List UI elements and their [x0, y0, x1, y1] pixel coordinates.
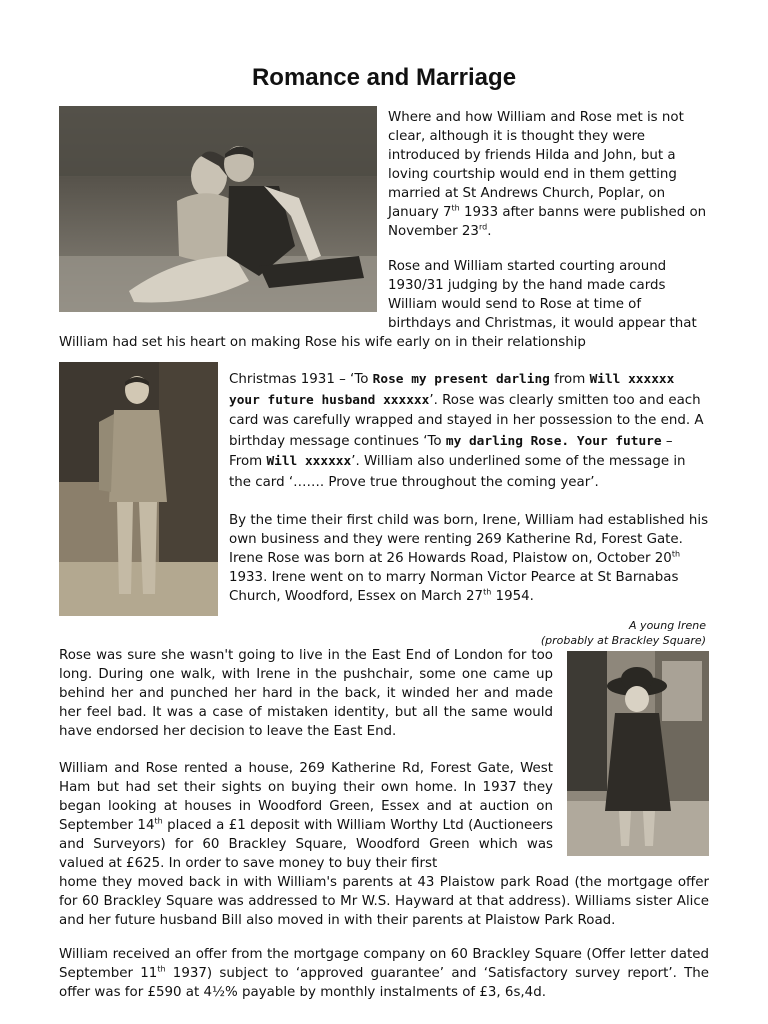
mortgage-text-2: 1937) subject to ‘approved guarantee’ and ‘Satisfactory survey report’. The offer was for £590 at 4½% payable by monthly instalments of £3, 6s,4d.: [59, 966, 710, 1000]
house-text-2: placed a £1 deposit with William Worthy Ltd (Auctioneers and Surveyors) for 60 Brackley Square, Woodford Green which was valued at £625. In order to save money to buy their first: [59, 818, 554, 871]
first-child-text-1: By the time their first child was born, Irene, William had established his own business and they were renting 269 Katherine Rd, Forest Gate. Irene Rose was born at 26 Howards Road, Plaistow on, October 20: [229, 513, 709, 566]
superscript: rd: [478, 222, 488, 232]
cards-text-3: ’. Rose was clearly smitten too and each card was carefully wrapped and stayed in her possession to the end. A birthday message continues ‘To: [229, 392, 704, 449]
william-photo: [59, 362, 218, 616]
paragraph-east-end: Rose was sure she wasn't going to live in the East End of London for too long. During one walk, with Irene in the pushchair, some one came up behind her and punched her hard in the back, it winded her and made her feel bad. It was a case of mistaken identity, but all the same would have endorsed her decision to leave the East End.: [59, 648, 553, 739]
cards-bold-1: Rose my present darling: [372, 372, 550, 387]
paragraph-first-child: [229, 511, 711, 606]
cards-bold-3: my darling Rose. Your future: [445, 433, 662, 449]
paragraph-house-bottom: home they moved back in with William's parents at 43 Plaistow park Road (the mortgage offer for 60 Brackley Square was addressed to Mr W.S. Hayward at that address). Williams sister Alice and her future husband Bill also moved in with their parents at Plaistow Park Road.: [59, 875, 709, 928]
paragraph-meeting: [388, 108, 708, 241]
paragraph-meeting-text: Where and how William and Rose met is not clear, although it is thought they were introduced by friends Hilda and John, but a loving courtship would end in them getting married at St Andrews Church, Poplar, on January 7: [388, 110, 684, 220]
paragraph-courting-bottom: William had set his heart on making Rose his wife early on in their relationship: [59, 335, 586, 350]
caption-line-2: (probably at Brackley Square): [540, 634, 706, 647]
superscript: th: [483, 587, 492, 597]
mortgage-text-1: William received an offer from the mortgage company on 60 Brackley Square (Offer letter dated September 11: [59, 947, 709, 981]
caption-line-1: A young Irene: [629, 619, 706, 632]
paragraph-mortgage: [59, 945, 709, 1002]
superscript: th: [451, 203, 460, 213]
paragraph-house-top: [59, 759, 553, 873]
paragraph-cards: [229, 370, 709, 494]
paragraph-meeting-text-2: 1933 after banns were published on November 23: [388, 205, 707, 239]
superscript: th: [671, 549, 681, 559]
page-title: Romance and Marriage: [251, 64, 517, 91]
cards-text-4: – From: [229, 433, 673, 470]
couple-photo: [59, 106, 377, 312]
superscript: th: [154, 816, 163, 826]
first-child-text-3: 1954.: [491, 589, 534, 604]
first-child-text-2: 1933. Irene went on to marry Norman Victor Pearce at St Barnabas Church, Woodford, Essex on March 27: [229, 570, 679, 604]
photo-caption: [541, 618, 706, 648]
cards-bold-4: Will xxxxxx: [266, 454, 352, 470]
cards-text-2: from: [549, 372, 590, 387]
cards-bold-2: Will xxxxxx your future husband xxxxxx: [229, 372, 675, 408]
cards-text-5: ’. William also underlined some of the message in the card ‘……. Prove true throughout the coming year’.: [229, 454, 686, 490]
irene-photo: [567, 651, 709, 856]
cards-text-1: Christmas 1931 – ‘To: [229, 372, 373, 387]
paragraph-courting-top: Rose and William started courting around 1930/31 judging by the hand made cards William would send to Rose at time of birthdays and Christmas, it would appear that: [388, 259, 697, 331]
paragraph-meeting-text-3: .: [487, 224, 492, 239]
house-text-1: William and Rose rented a house, 269 Katherine Rd, Forest Gate, West Ham but had set their sights on buying their own home. In 1937 they began looking at houses in Woodford Green, Essex and at auction on September 14: [59, 761, 553, 833]
superscript: th: [157, 964, 166, 974]
